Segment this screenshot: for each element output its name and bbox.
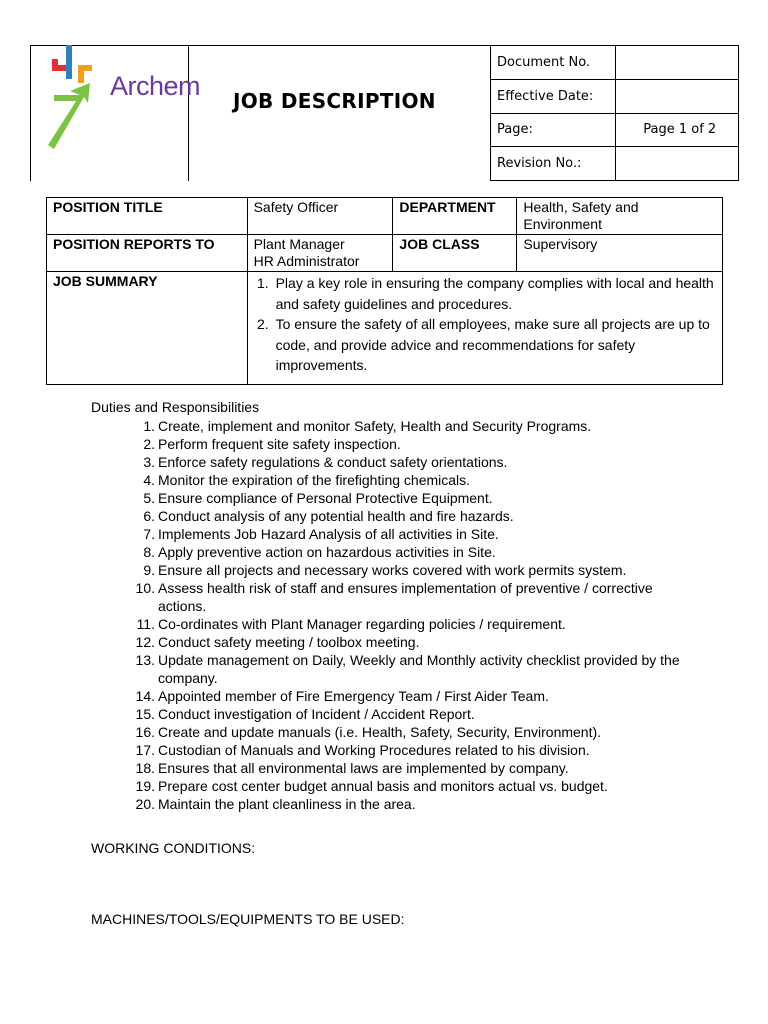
item-text: Ensure all projects and necessary works covered with work permits system. xyxy=(158,562,627,578)
meta-row xyxy=(491,79,739,113)
list-item xyxy=(135,543,695,561)
item-text: Ensures that all environmental laws are implemented by company. xyxy=(158,760,569,776)
item-number: 9. xyxy=(143,562,155,578)
list-item xyxy=(135,795,695,813)
item-text: Conduct analysis of any potential health and fire hazards. xyxy=(158,508,514,524)
position-title-label: POSITION TITLE xyxy=(47,198,248,235)
meta-value xyxy=(615,79,739,113)
item-text: Apply preventive action on hazardous activities in Site. xyxy=(158,544,496,560)
list-item xyxy=(135,741,695,759)
list-item xyxy=(135,687,695,705)
meta-row xyxy=(491,147,739,181)
item-number: 8. xyxy=(143,544,155,560)
reports-to-line: Plant Manager xyxy=(253,236,345,252)
list-item xyxy=(135,417,695,435)
meta-value: Page 1 of 2 xyxy=(615,113,739,147)
job-summary-value xyxy=(247,272,722,385)
document-meta-table xyxy=(490,45,739,181)
item-text: Enforce safety regulations & conduct safety orientations. xyxy=(158,454,508,470)
page-title: JOB DESCRIPTION xyxy=(233,89,436,113)
item-number: 5. xyxy=(143,490,155,506)
item-number: 3. xyxy=(143,454,155,470)
item-number: 4. xyxy=(143,472,155,488)
item-text: Maintain the plant cleanliness in the area. xyxy=(158,796,416,812)
summary-item: 1. Play a key role in ensuring the company complies with local and health and safety guidelines and procedures. xyxy=(273,273,716,314)
item-number: 12. xyxy=(135,634,155,650)
header-left-border xyxy=(30,45,31,181)
list-item xyxy=(135,759,695,777)
item-number: 15. xyxy=(135,706,155,722)
item-number: 11. xyxy=(136,616,155,632)
item-text: Custodian of Manuals and Working Procedures related to his division. xyxy=(158,742,590,758)
meta-label: Document No. xyxy=(491,46,616,80)
item-number: 19. xyxy=(135,778,155,794)
list-item xyxy=(135,723,695,741)
list-item xyxy=(135,453,695,471)
meta-label: Page: xyxy=(491,113,616,147)
table-row xyxy=(47,235,723,272)
company-logo xyxy=(44,45,201,155)
item-text: Appointed member of Fire Emergency Team / First Aider Team. xyxy=(158,688,549,704)
list-item xyxy=(135,561,695,579)
item-number: 14. xyxy=(135,688,155,704)
logo-wordmark: Archem xyxy=(110,71,201,101)
item-text: Create and update manuals (i.e. Health, Safety, Security, Environment). xyxy=(158,724,602,740)
item-text: Perform frequent site safety inspection. xyxy=(158,436,401,452)
meta-label: Effective Date: xyxy=(491,79,616,113)
job-summary-label: JOB SUMMARY xyxy=(47,272,248,385)
meta-row xyxy=(491,113,739,147)
summary-item: 2. To ensure the safety of all employees, make sure all projects are up to code, and provide advice and recommendations for safety improvements. xyxy=(273,314,716,376)
meta-row xyxy=(491,46,739,80)
working-conditions-heading: WORKING CONDITIONS: xyxy=(91,840,256,856)
item-text: Create, implement and monitor Safety, Health and Security Programs. xyxy=(158,418,592,434)
item-text: Co-ordinates with Plant Manager regarding policies / requirement. xyxy=(158,616,566,632)
item-number: 18. xyxy=(135,760,155,776)
item-text: Conduct investigation of Incident / Accident Report. xyxy=(158,706,475,722)
document-header xyxy=(30,45,739,181)
job-class-value: Supervisory xyxy=(517,235,723,272)
list-item xyxy=(135,435,695,453)
item-number: 10. xyxy=(135,580,155,596)
item-text: Ensure compliance of Personal Protective Equipment. xyxy=(158,490,493,506)
reports-to-line: HR Administrator xyxy=(253,253,360,269)
item-number: 13. xyxy=(135,652,155,668)
list-item xyxy=(135,471,695,489)
list-item xyxy=(135,651,695,687)
meta-label: Revision No.: xyxy=(491,147,616,181)
department-value: Health, Safety and Environment xyxy=(517,198,723,235)
department-label: DEPARTMENT xyxy=(393,198,517,235)
item-number: 20. xyxy=(135,796,155,812)
reports-to-label: POSITION REPORTS TO xyxy=(47,235,248,272)
duties-heading: Duties and Responsibilities xyxy=(91,399,260,415)
list-item xyxy=(135,705,695,723)
duties-list xyxy=(135,417,695,813)
item-number: 7. xyxy=(143,526,155,542)
reports-to-value xyxy=(247,235,393,272)
list-item xyxy=(135,489,695,507)
item-number: 1. xyxy=(143,418,155,434)
meta-value xyxy=(615,46,739,80)
item-text: Assess health risk of staff and ensures implementation of preventive / corrective actions. xyxy=(158,580,653,614)
position-title-value: Safety Officer xyxy=(247,198,393,235)
table-row xyxy=(47,198,723,235)
item-number: 6. xyxy=(143,508,155,524)
item-text: Conduct safety meeting / toolbox meeting. xyxy=(158,634,420,650)
table-row xyxy=(47,272,723,385)
list-item xyxy=(135,777,695,795)
list-item xyxy=(135,507,695,525)
list-item xyxy=(135,633,695,651)
item-number: 17. xyxy=(135,742,155,758)
item-number: 16. xyxy=(135,724,155,740)
meta-value xyxy=(615,147,739,181)
machines-tools-heading: MACHINES/TOOLS/EQUIPMENTS TO BE USED: xyxy=(91,911,405,927)
item-text: Monitor the expiration of the firefighting chemicals. xyxy=(158,472,471,488)
job-class-label: JOB CLASS xyxy=(393,235,517,272)
item-number: 2. xyxy=(143,436,155,452)
list-item xyxy=(135,525,695,543)
item-text: Update management on Daily, Weekly and Monthly activity checklist provided by the company. xyxy=(158,652,680,686)
item-text: Prepare cost center budget annual basis and monitors actual vs. budget. xyxy=(158,778,608,794)
list-item xyxy=(135,579,695,615)
list-item xyxy=(135,615,695,633)
item-text: Implements Job Hazard Analysis of all activities in Site. xyxy=(158,526,499,542)
position-table xyxy=(46,197,723,385)
